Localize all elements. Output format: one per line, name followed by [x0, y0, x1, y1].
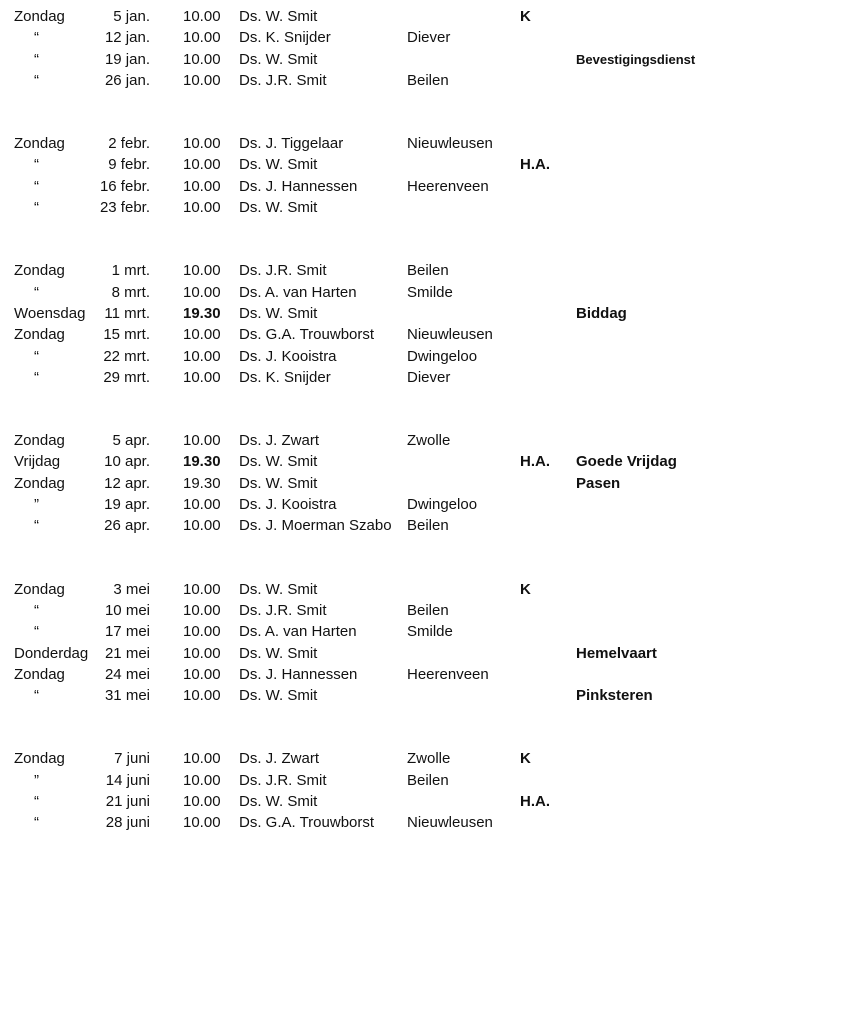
- time-cell: 10.00: [183, 177, 221, 195]
- place-cell: Diever: [407, 29, 451, 47]
- day-cell: “: [34, 50, 39, 68]
- day-cell: Zondag: [14, 8, 65, 25]
- day-cell: Zondag: [14, 135, 65, 153]
- date-cell: 15 mrt.: [103, 326, 150, 344]
- day-cell: “: [34, 156, 39, 174]
- time-cell: 10.00: [183, 496, 221, 514]
- service-row: [0, 600, 846, 621]
- day-cell: Zondag: [14, 262, 65, 280]
- preacher-cell: Ds. K. Snijder: [239, 29, 331, 47]
- preacher-cell: Ds. G.A. Trouwborst: [239, 326, 375, 344]
- service-row: [0, 6, 846, 27]
- month-block: [0, 6, 846, 91]
- service-row: [0, 282, 846, 303]
- service-row: [0, 770, 846, 791]
- day-cell: “: [34, 29, 39, 47]
- service-row: [0, 579, 846, 600]
- date-cell: 3 mei: [113, 580, 150, 598]
- time-cell: 10.00: [183, 580, 221, 598]
- date-cell: 12 apr.: [104, 474, 150, 492]
- date-cell: 1 mrt.: [111, 262, 150, 280]
- date-cell: 19 apr.: [104, 496, 150, 514]
- preacher-cell: Ds. W. Smit: [239, 156, 318, 174]
- date-cell: 10 apr.: [104, 453, 150, 471]
- time-cell: 10.00: [183, 750, 221, 768]
- preacher-cell: Ds. W. Smit: [239, 199, 318, 217]
- day-cell: Zondag: [14, 665, 65, 683]
- month-block: [0, 133, 846, 218]
- place-cell: Dwingeloo: [407, 496, 478, 514]
- service-row: [0, 812, 846, 833]
- date-cell: 17 mei: [104, 623, 150, 641]
- preacher-cell: Ds. J. Hannessen: [239, 665, 358, 683]
- time-cell: 10.00: [183, 199, 221, 217]
- service-row: [0, 70, 846, 91]
- time-cell: 10.00: [183, 71, 221, 89]
- time-cell: 19.30: [183, 304, 221, 322]
- time-cell: 10.00: [183, 793, 221, 811]
- date-cell: 19 jan.: [104, 50, 150, 68]
- service-row: [0, 473, 846, 494]
- code-cell: H.A.: [520, 793, 550, 811]
- time-cell: 10.00: [183, 368, 221, 386]
- time-cell: 10.00: [183, 326, 221, 344]
- service-row: [0, 748, 846, 769]
- place-cell: Beilen: [407, 71, 449, 89]
- month-block: [0, 430, 846, 536]
- date-cell: 12 jan.: [104, 29, 150, 47]
- month-block: [0, 579, 846, 707]
- day-cell: Zondag: [14, 474, 65, 492]
- note-cell: Goede Vrijdag: [576, 453, 677, 471]
- service-row: [0, 346, 846, 367]
- service-row: [0, 133, 846, 154]
- date-cell: 24 mei: [104, 665, 150, 683]
- time-cell: 10.00: [183, 623, 221, 641]
- time-cell: 10.00: [183, 262, 221, 280]
- preacher-cell: Ds. W. Smit: [239, 644, 318, 662]
- preacher-cell: Ds. J. Kooistra: [239, 347, 337, 365]
- service-row: [0, 791, 846, 812]
- service-row: [0, 643, 846, 664]
- time-cell: 10.00: [183, 283, 221, 301]
- preacher-cell: Ds. G.A. Trouwborst: [239, 814, 375, 832]
- day-cell: Donderdag: [14, 644, 89, 662]
- note-cell: Hemelvaart: [576, 644, 657, 662]
- preacher-cell: Ds. W. Smit: [239, 580, 318, 598]
- place-cell: Nieuwleusen: [407, 326, 493, 344]
- preacher-cell: Ds. W. Smit: [239, 8, 318, 25]
- date-cell: 7 juni: [114, 750, 150, 768]
- place-cell: Heerenveen: [407, 665, 489, 683]
- time-cell: 10.00: [183, 135, 221, 153]
- service-row: [0, 430, 846, 451]
- place-cell: Zwolle: [407, 750, 451, 768]
- preacher-cell: Ds. J. Kooistra: [239, 496, 337, 514]
- preacher-cell: Ds. A. van Harten: [239, 283, 357, 301]
- time-cell: 10.00: [183, 771, 221, 789]
- day-cell: “: [34, 71, 39, 89]
- date-cell: 5 apr.: [112, 432, 150, 450]
- service-row: [0, 197, 846, 218]
- place-cell: Nieuwleusen: [407, 135, 493, 153]
- day-cell: Zondag: [14, 432, 65, 450]
- place-cell: Smilde: [407, 283, 453, 301]
- preacher-cell: Ds. J.R. Smit: [239, 601, 327, 619]
- place-cell: Beilen: [407, 262, 449, 280]
- time-cell: 10.00: [183, 8, 221, 25]
- code-cell: H.A.: [520, 156, 550, 174]
- service-row: [0, 324, 846, 345]
- service-row: [0, 367, 846, 388]
- service-row: [0, 27, 846, 48]
- preacher-cell: Ds. K. Snijder: [239, 368, 331, 386]
- note-cell: Biddag: [576, 304, 627, 322]
- service-row: [0, 303, 846, 324]
- time-cell: 10.00: [183, 517, 221, 535]
- place-cell: Smilde: [407, 623, 453, 641]
- preacher-cell: Ds. A. van Harten: [239, 623, 357, 641]
- day-cell: Zondag: [14, 326, 65, 344]
- service-row: [0, 621, 846, 642]
- time-cell: 10.00: [183, 665, 221, 683]
- preacher-cell: Ds. W. Smit: [239, 687, 318, 705]
- place-cell: Beilen: [407, 517, 449, 535]
- day-cell: Zondag: [14, 580, 65, 598]
- date-cell: 26 jan.: [104, 71, 150, 89]
- service-row: [0, 664, 846, 685]
- day-cell: “: [34, 814, 39, 832]
- date-cell: 21 juni: [105, 793, 150, 811]
- month-block: [0, 260, 846, 388]
- note-cell: Pinksteren: [576, 687, 653, 705]
- preacher-cell: Ds. J. Moerman Szabo: [239, 517, 392, 535]
- time-cell: 10.00: [183, 432, 221, 450]
- date-cell: 21 mei: [104, 644, 150, 662]
- time-cell: 10.00: [183, 601, 221, 619]
- service-row: [0, 685, 846, 706]
- service-row: [0, 451, 846, 472]
- date-cell: 16 febr.: [99, 177, 150, 195]
- day-cell: “: [34, 687, 39, 705]
- time-cell: 10.00: [183, 814, 221, 832]
- service-row: [0, 515, 846, 536]
- day-cell: “: [34, 793, 39, 811]
- place-cell: Beilen: [407, 771, 449, 789]
- place-cell: Zwolle: [407, 432, 451, 450]
- day-cell: Vrijdag: [14, 453, 61, 471]
- day-cell: Woensdag: [14, 304, 86, 322]
- preacher-cell: Ds. W. Smit: [239, 453, 318, 471]
- preacher-cell: Ds. W. Smit: [239, 50, 318, 68]
- note-cell: Bevestigingsdienst: [576, 51, 696, 67]
- place-cell: Nieuwleusen: [407, 814, 493, 832]
- service-row: [0, 494, 846, 515]
- date-cell: 8 mrt.: [111, 283, 150, 301]
- code-cell: K: [520, 750, 531, 768]
- date-cell: 28 juni: [105, 814, 150, 832]
- place-cell: Diever: [407, 368, 451, 386]
- time-cell: 10.00: [183, 29, 221, 47]
- preacher-cell: Ds. J. Zwart: [239, 750, 320, 768]
- day-cell: “: [34, 601, 39, 619]
- day-cell: “: [34, 517, 39, 535]
- month-block: [0, 748, 846, 833]
- day-cell: “: [34, 623, 39, 641]
- place-cell: Dwingeloo: [407, 347, 478, 365]
- date-cell: 2 febr.: [108, 135, 150, 153]
- time-cell: 10.00: [183, 347, 221, 365]
- date-cell: 29 mrt.: [103, 368, 150, 386]
- day-cell: ”: [34, 496, 39, 514]
- note-cell: Pasen: [576, 474, 621, 492]
- service-schedule: [0, 6, 846, 876]
- code-cell: K: [520, 580, 531, 598]
- date-cell: 14 juni: [105, 771, 150, 789]
- day-cell: “: [34, 347, 39, 365]
- day-cell: “: [34, 283, 39, 301]
- place-cell: Heerenveen: [407, 177, 489, 195]
- date-cell: 11 mrt.: [104, 304, 150, 322]
- date-cell: 9 febr.: [108, 156, 150, 174]
- place-cell: Beilen: [407, 601, 449, 619]
- day-cell: “: [34, 199, 39, 217]
- time-cell: 10.00: [183, 644, 221, 662]
- service-row: [0, 176, 846, 197]
- time-cell: 10.00: [183, 687, 221, 705]
- time-cell: 19.30: [183, 453, 221, 471]
- time-cell: 10.00: [183, 156, 221, 174]
- day-cell: “: [34, 368, 39, 386]
- day-cell: “: [34, 177, 39, 195]
- service-row: [0, 154, 846, 175]
- preacher-cell: Ds. J.R. Smit: [239, 262, 327, 280]
- preacher-cell: Ds. J.R. Smit: [239, 771, 327, 789]
- code-cell: K: [520, 8, 531, 25]
- preacher-cell: Ds. J. Hannessen: [239, 177, 358, 195]
- date-cell: 5 jan.: [113, 8, 150, 25]
- preacher-cell: Ds. W. Smit: [239, 304, 318, 322]
- day-cell: Zondag: [14, 750, 65, 768]
- preacher-cell: Ds. J.R. Smit: [239, 71, 327, 89]
- preacher-cell: Ds. W. Smit: [239, 474, 318, 492]
- date-cell: 10 mei: [104, 601, 150, 619]
- time-cell: 19.30: [183, 474, 221, 492]
- preacher-cell: Ds. J. Zwart: [239, 432, 320, 450]
- preacher-cell: Ds. W. Smit: [239, 793, 318, 811]
- date-cell: 23 febr.: [99, 199, 150, 217]
- code-cell: H.A.: [520, 453, 550, 471]
- date-cell: 31 mei: [104, 687, 150, 705]
- time-cell: 10.00: [183, 50, 221, 68]
- date-cell: 22 mrt.: [103, 347, 150, 365]
- preacher-cell: Ds. J. Tiggelaar: [239, 135, 344, 153]
- service-row: [0, 49, 846, 70]
- day-cell: ”: [34, 771, 39, 789]
- service-row: [0, 260, 846, 281]
- date-cell: 26 apr.: [104, 517, 150, 535]
